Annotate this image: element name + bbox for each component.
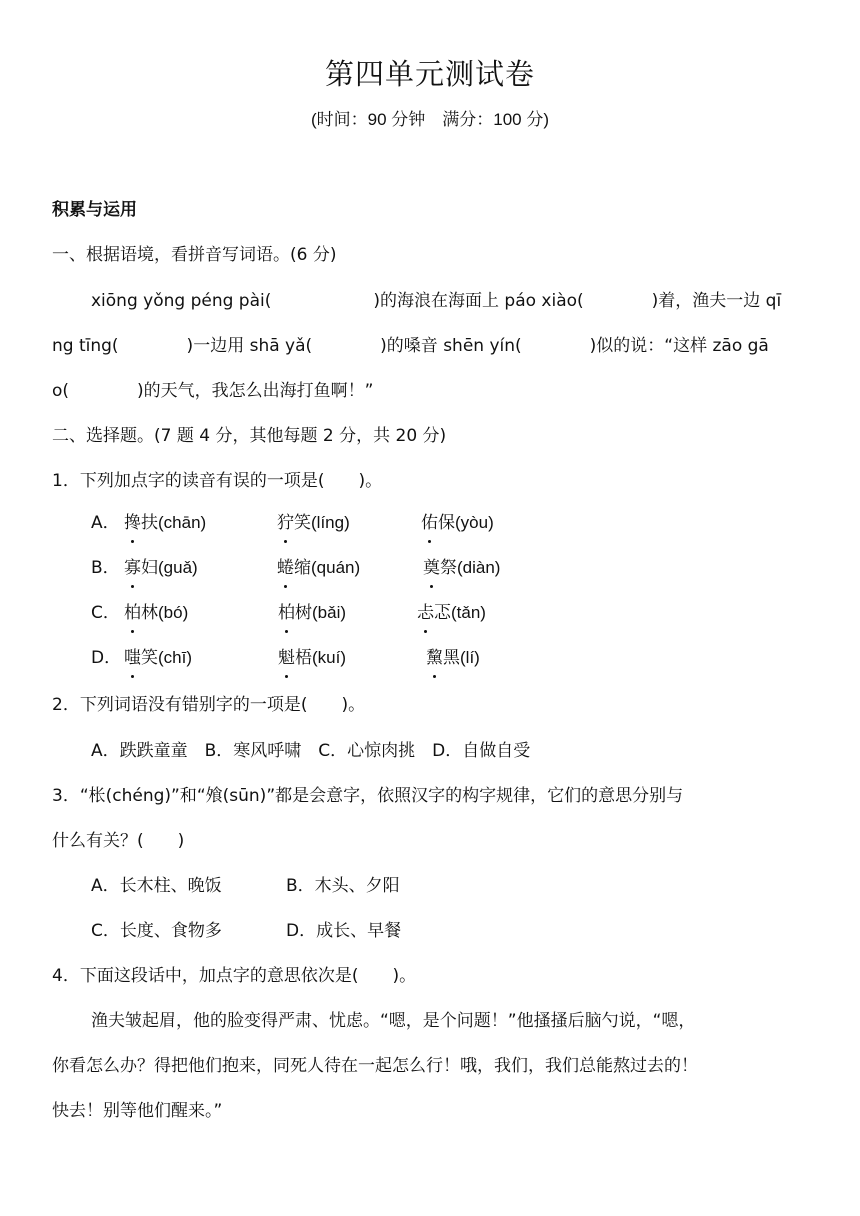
item-rest: 林(bó) [141,603,189,622]
option-a-item-3 [421,508,494,538]
option-b-item-3 [423,553,500,583]
subquestion-1-stem: 1．下列加点字的读音有误的一项是( )。 [52,471,383,491]
dotted-char: 狞 [277,508,294,538]
option-d-letter: D． [91,648,122,668]
item-rest: 笑(líng) [294,513,350,532]
subquestion-3-option-d: D．成长、早餐 [286,921,402,941]
dotted-char: 寡 [124,553,141,583]
passage-line-2: 你看怎么办？得把他们抱来，同死人待在一起怎么行！哦，我们，我们总能熬过去的！ [52,1056,698,1076]
option-d-item-3 [426,643,480,673]
option-a-item-1 [124,508,206,538]
item-rest: 扶(chān) [141,513,207,532]
item-rest: 树(bǎi) [295,603,347,622]
subquestion-3-option-a: A．长木柱、晚饭 [91,876,222,896]
dotted-char: 魁 [278,643,295,673]
subquestion-3-stem-line-2: 什么有关？( ) [52,831,185,851]
page-title: 第四单元测试卷 [324,57,535,91]
question-2-heading: 二、选择题。(7 题 4 分，其他每题 2 分，共 20 分) [52,426,447,446]
passage-line-1: 渔夫皱起眉，他的脸变得严肃、忧虑。“嗯，是个问题！”他搔搔后脑勺说，“嗯， [91,1011,696,1031]
option-b-letter: B． [91,558,120,578]
question-1-heading: 一、根据语境，看拼音写词语。(6 分) [52,245,337,265]
question-1-line-2: ng tīng( )一边用 shā yǎ( )的嗓音 shēn yín( )似的说：“这样 zāo gā [52,336,769,356]
subquestion-3-option-c: C．长度、食物多 [91,921,222,941]
item-rest: 保(yòu) [438,513,494,532]
dotted-char: 佑 [421,508,438,538]
question-1-line-3: o( )的天气，我怎么出海打鱼啊！” [52,381,374,401]
item-rest: 梧(kuí) [295,648,346,667]
dotted-char: 柏 [278,598,295,628]
dotted-char: 搀 [124,508,141,538]
dotted-char: 奠 [423,553,440,583]
dotted-char: 蜷 [277,553,294,583]
option-c-letter: C． [91,603,120,623]
option-b-item-1 [124,553,198,583]
subquestion-2-stem: 2．下列词语没有错别字的一项是( )。 [52,695,366,715]
option-c-item-1 [124,598,188,628]
option-a-letter: A． [91,513,120,533]
item-rest: 忑(tǎn) [434,603,486,622]
subquestion-3-option-b: B．木头、夕阳 [286,876,400,896]
section-heading: 积累与运用 [52,200,137,220]
exam-info: (时间：90 分钟 满分：100 分) [310,110,550,129]
item-rest: 缩(quán) [294,558,361,577]
dotted-char: 柏 [124,598,141,628]
question-1-line-1: xiōng yǒng péng pài( )的海浪在海面上 páo xiào( )着，渔夫一边 qī [91,291,782,311]
option-b-item-2 [277,553,360,583]
item-rest: 妇(guǎ) [141,558,198,577]
option-a-item-2 [277,508,350,538]
subquestion-2-options: A．跌跌童童 B．寒风呼啸 C．心惊肉挑 D．自做自受 [91,741,531,761]
item-rest: 黑(lí) [443,648,480,667]
subquestion-4-stem: 4．下面这段话中，加点字的意思依次是( )。 [52,966,417,986]
option-c-item-3 [417,598,486,628]
option-c-item-2 [278,598,346,628]
dotted-char: 黧 [426,643,443,673]
subquestion-3-stem-line-1: 3．“枨(chéng)”和“飧(sūn)”都是会意字，依照汉字的构字规律，它们的意思分别与 [52,786,684,806]
option-d-item-2 [278,643,346,673]
item-rest: 笑(chī) [141,648,192,667]
dotted-char: 忐 [417,598,434,628]
passage-line-3: 快去！别等他们醒来。” [52,1101,223,1121]
dotted-char: 嗤 [124,643,141,673]
item-rest: 祭(diàn) [440,558,501,577]
option-d-item-1 [124,643,192,673]
